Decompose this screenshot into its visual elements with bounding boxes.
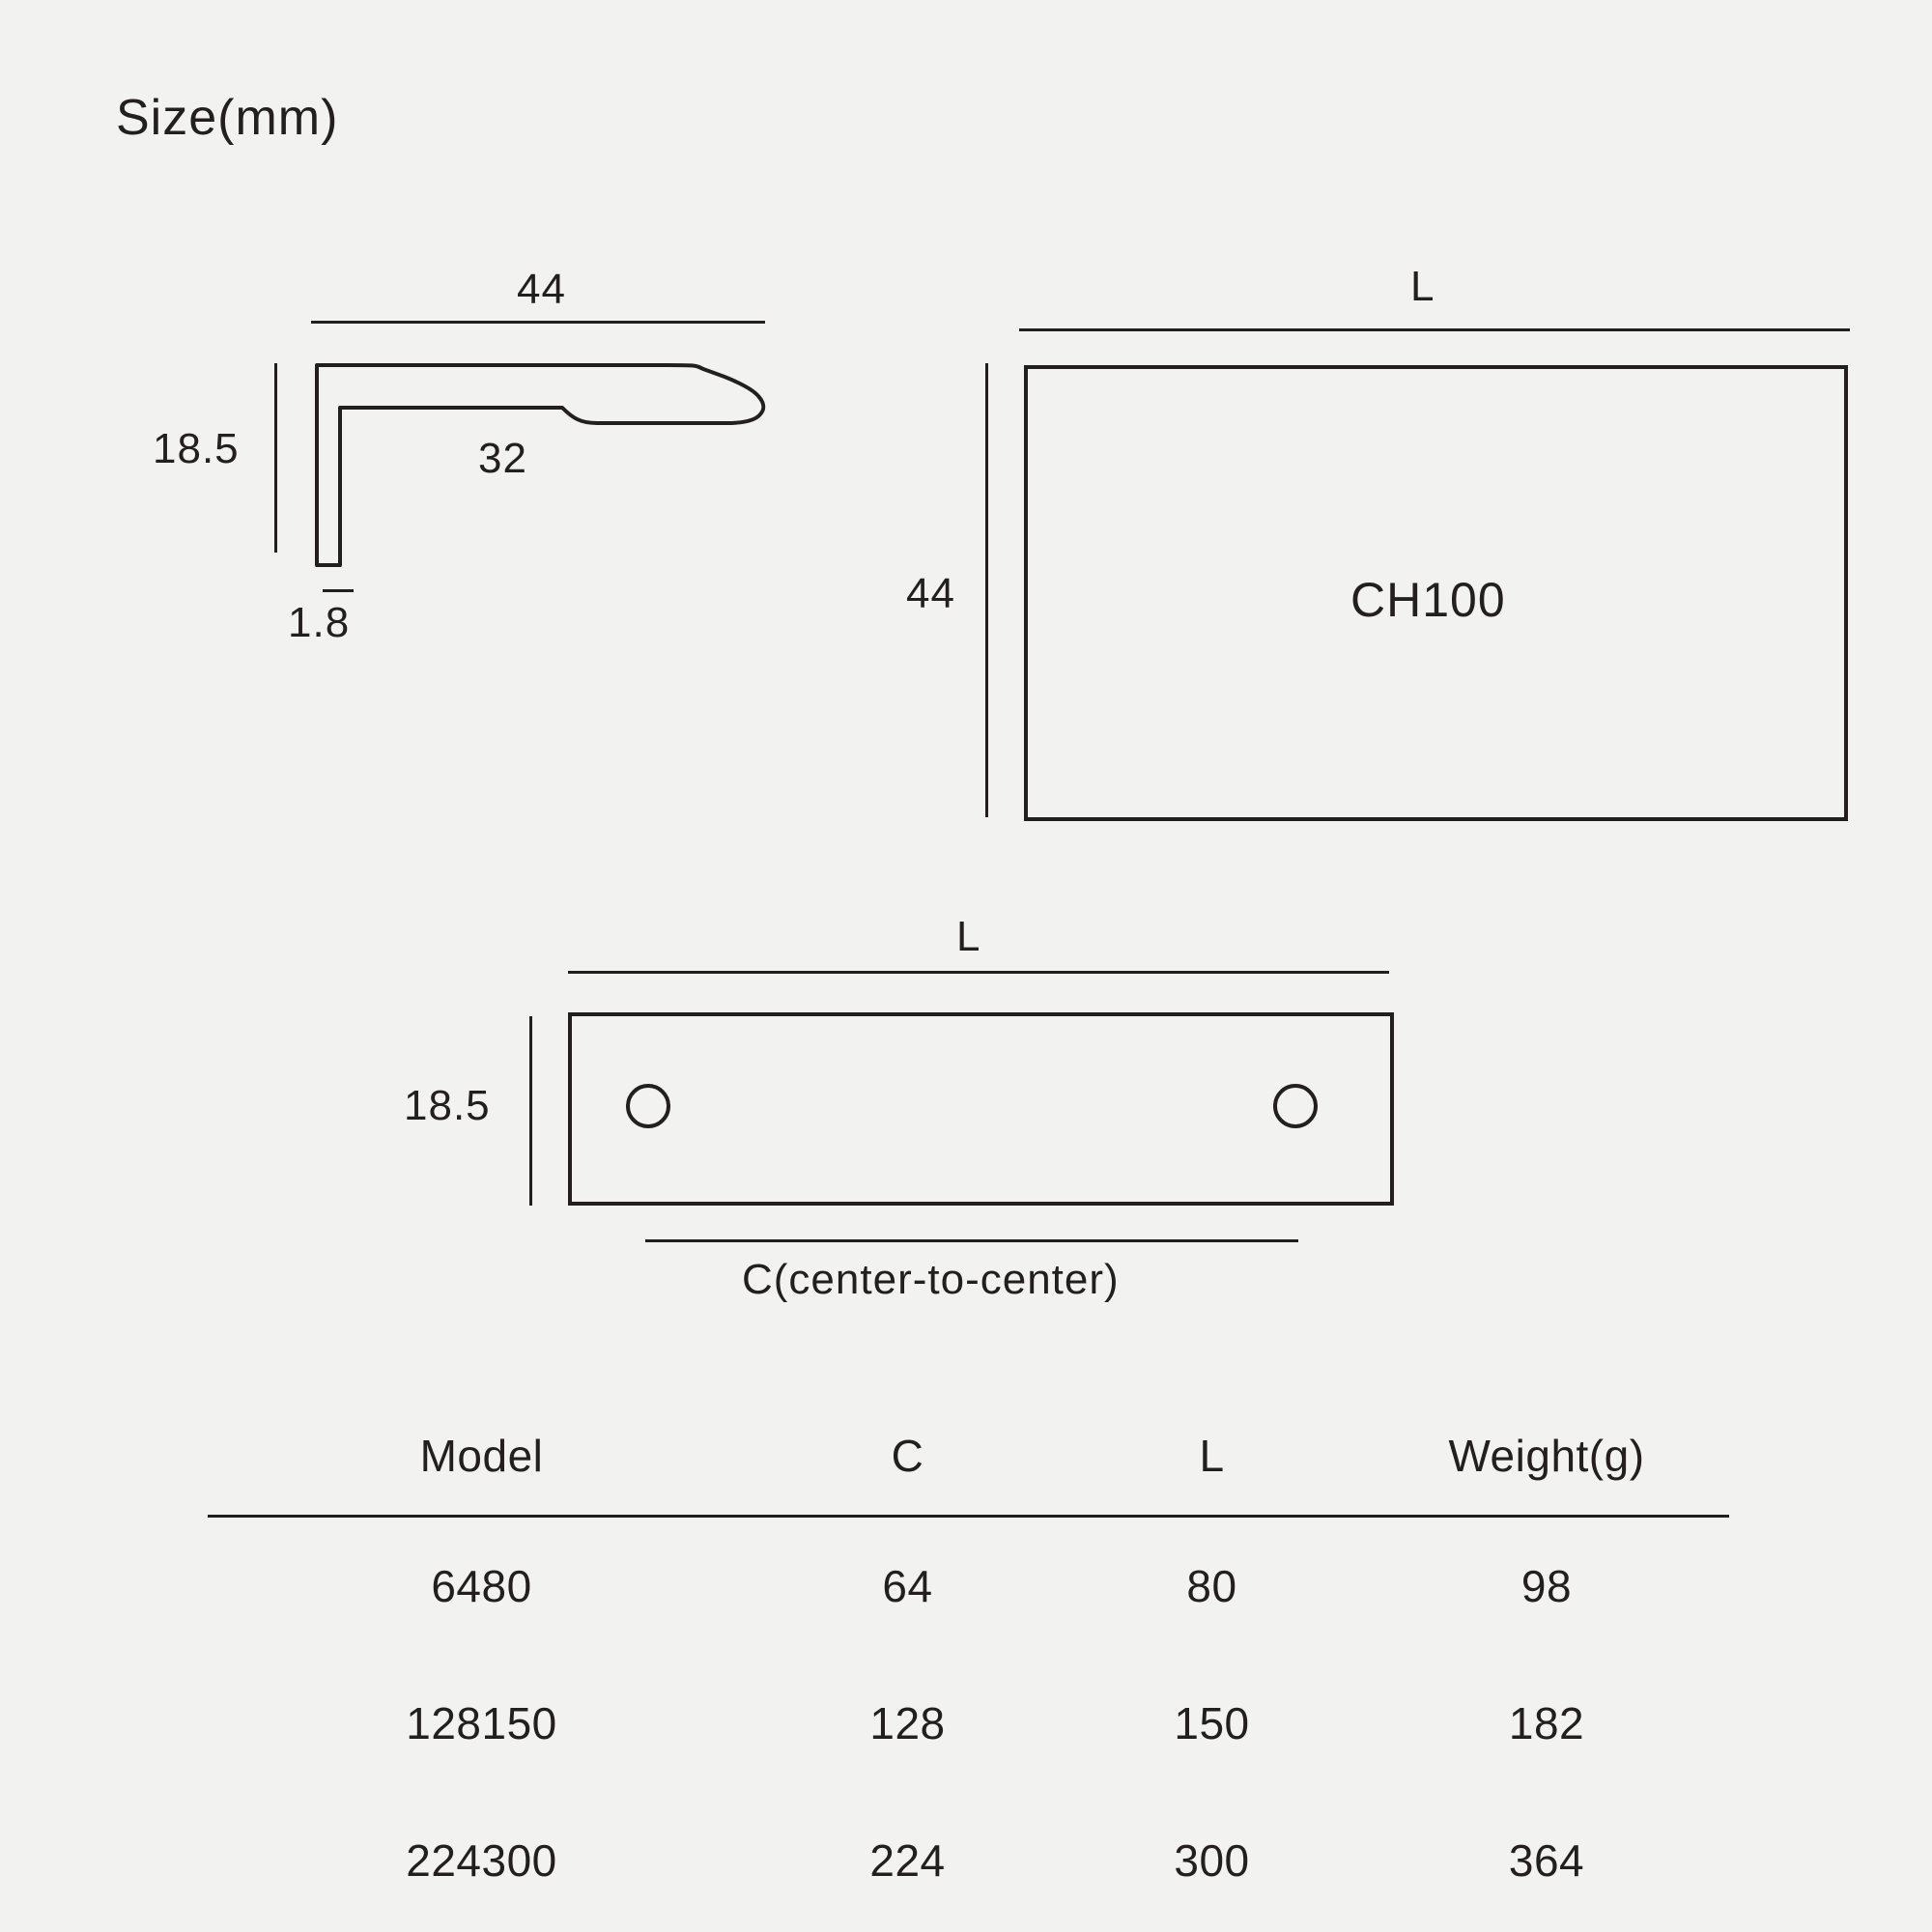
center-distance-label: C(center-to-center) — [742, 1256, 1120, 1303]
header-c: C — [891, 1431, 924, 1481]
header-l: L — [1199, 1431, 1225, 1481]
cell-c: 224 — [869, 1835, 946, 1886]
front-length-dim-line — [1019, 328, 1850, 331]
header-model: Model — [419, 1431, 544, 1481]
page-title: Size(mm) — [116, 90, 339, 146]
side-height-dim-line — [274, 363, 277, 553]
screw-hole-left — [626, 1084, 670, 1128]
front-length-dim-label: L — [1410, 263, 1435, 310]
screw-hole-right — [1273, 1084, 1318, 1128]
bottom-length-dim-line — [568, 971, 1389, 974]
front-height-dim-line — [985, 363, 988, 817]
table-row — [208, 1517, 1729, 1656]
front-model-label: CH100 — [1350, 573, 1506, 627]
cell-c: 128 — [869, 1698, 946, 1748]
cell-model: 6480 — [431, 1561, 532, 1611]
table-row — [208, 1655, 1729, 1792]
side-height-dim-label: 18.5 — [153, 425, 240, 472]
side-profile-shape — [290, 348, 792, 580]
center-distance-dim-line — [645, 1239, 1298, 1242]
cell-weight: 364 — [1508, 1835, 1585, 1886]
side-thickness-label: 1.8 — [288, 599, 351, 646]
cell-l: 80 — [1186, 1561, 1237, 1611]
cell-weight: 98 — [1520, 1561, 1573, 1611]
cell-model: 128150 — [406, 1698, 557, 1748]
bottom-height-dim-line — [529, 1016, 532, 1206]
table-row — [208, 1792, 1729, 1929]
side-width-dim-line — [311, 321, 765, 324]
side-width-dim-label: 44 — [517, 266, 566, 313]
spec-table — [208, 1430, 1729, 1929]
spec-table-head — [208, 1430, 1729, 1517]
header-weight: Weight(g) — [1448, 1431, 1645, 1481]
cell-l: 150 — [1174, 1698, 1250, 1748]
cell-l: 300 — [1174, 1835, 1250, 1886]
front-height-dim-label: 44 — [906, 570, 955, 617]
cell-weight: 182 — [1508, 1698, 1585, 1748]
side-inner-length-label: 32 — [478, 435, 527, 482]
bottom-height-dim-label: 18.5 — [404, 1082, 491, 1129]
cell-model: 224300 — [406, 1835, 557, 1886]
cell-c: 64 — [882, 1561, 933, 1611]
bottom-length-dim-label: L — [956, 913, 981, 960]
side-thickness-dim-line — [323, 589, 354, 592]
spec-table-body — [208, 1517, 1729, 1930]
bottom-plate-rect — [568, 1012, 1394, 1206]
table-header-row — [208, 1430, 1729, 1517]
